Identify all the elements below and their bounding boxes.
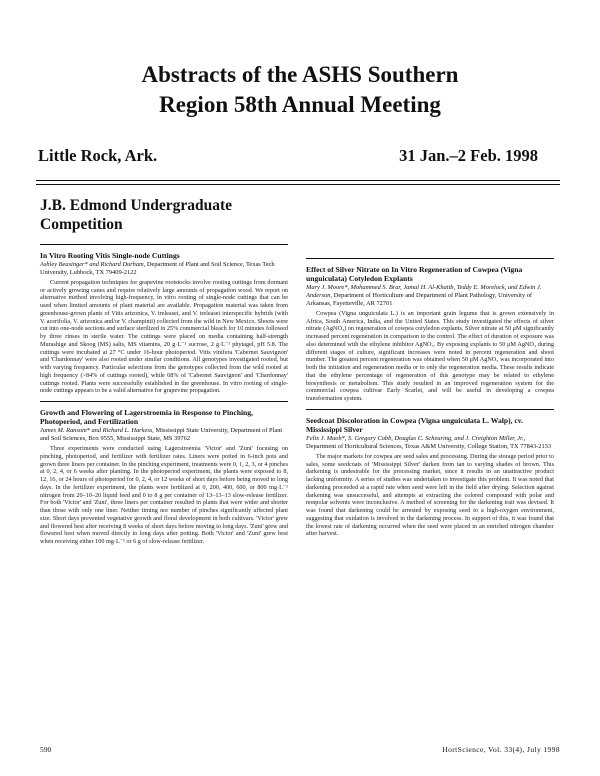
abstract-authors	[306, 284, 554, 307]
author-names: Felix J. Muoh*, S. Gregory Cobb, Douglas C. Scheuring, and J. Creighton Miller, Jr.,	[306, 435, 526, 443]
page-number: 590	[40, 745, 52, 754]
page-title-line2: Region 58th Annual Meeting	[159, 92, 441, 117]
abstract-divider	[306, 258, 554, 259]
author-names: James M. Ransom* and Richard L. Harkess,	[40, 427, 154, 435]
author-affiliation: Department of Plant and Soil Science, Texas Tech University, Lubbock, TX 79409-2122	[40, 261, 275, 276]
abstract-title: Growth and Flowering of Lagerstroemia in Response to Pinching, Photoperiod, and Fertilization	[40, 408, 253, 427]
abstract-body: Current propagation techniques for grapevine rootstocks involve rooting cuttings from dormant or actively growing canes and require relatively large amounts of propagation wood. We report on alternative method involving high-frequency, in vitro rooting of single-node cuttings that can be used when limited amounts of plant material are available. Propagation material was taken from greenhouse-grown plants of Vitis arizonica, V. treleasei, and V. treleasei interspecific hybrids (with V. acerifolia, V. arizonica and/or V. champinii) collected from the wild in New Mexico. Shoots were cut into one-node sections and surface sterilized in 25% commercial bleach for 10 minutes followed by three rinses in sterile water. The cuttings were placed on media containing half-strength Murashige and Skoog (MS) salts, MS vitamins, 20 g·L⁻¹ sucrose, 2 g·L⁻¹ phytagel, pH 5.8. The cuttings were incubated at 27 °C under 16-hour photoperiod. Vitis vinifera 'Cabernet Sauvignon' and 'Chardonnay' were also rooted under similar conditions. All genotypes investigated rooted, but with varying frequency. Particular selections from the genotypes collected from the wild rooted at high frequency (>84% of cuttings rooted), while 68% of 'Cabernet Sauvignon' and 'Chardonnay' cuttings rooted. Plants were successfully established in the greenhouse. In vitro rooting of single-node cuttings appears to be a valid alternative for grapevine propagation.	[40, 278, 288, 395]
author-names: Mary J. Moore*, Mohammed S. Brar, Jamal H. Al-Khatib, Teddy E. Morelock, and Edwin J. Anderson,	[306, 284, 542, 300]
meeting-dates: 31 Jan.–2 Feb. 1998	[399, 146, 538, 165]
abstract-3	[306, 265, 554, 403]
abstract-authors	[40, 427, 288, 443]
section-title: J.B. Edmond Undergraduate Competition	[40, 197, 233, 233]
author-names: Ashley Beasinger* and Richard Durham,	[40, 261, 146, 269]
abstract-title: Seedcoat Discoloration in Cowpea (Vigna unguiculata L. Walp), cv. Mississippi Silver	[306, 415, 524, 434]
author-affiliation: Department of Horticultural Sciences, Texas A&M University, College Station, TX 77843-2133	[306, 443, 552, 450]
abstract-title: Effect of Silver Nitrate on In Vitro Regeneration of Cowpea (Vigna unguiculata) Cotyledon Explants	[306, 265, 523, 284]
abstract-divider	[40, 401, 288, 402]
author-affiliation: Department of Horticulture and Department of Plant Pathology, University of Arkansas, Fayetteville, AR 72701	[306, 292, 533, 307]
header-rule-top	[36, 180, 560, 181]
abstract-body: Cowpea (Vigna unguiculata L.) is an important grain legume that is grown extensively in Africa, South America, India, and the United States. This study investigated the effects of silver nitrate (AgNO₃) on regeneration of cowpea cotyledon explants. Silver nitrate at 50 μM significantly increased percent regeneration in comparison to the control. The effect of duration of exposure was also determined with the ethylene inhibitor AgNO₃. By exposing explants to 50 μM AgNO₃ during different stages of culture, significant increases were noted in percent regeneration and shoot number. The greatest percent regeneration was obtained when 50 μM AgNO₃ was incorporated into both the initiation and regeneration media or to only the regeneration media. These results indicate that the ethylene percentage of regeneration of this genotype may be related to ethylene biosynthesis or metabolism. This study resulted in an improved regeneration system for the commercial cowpea cultivar Early Scarlet, and will be useful in developing a cowpea transformation system.	[306, 309, 554, 403]
author-affiliation: Mississippi State University, Department of Plant and Soil Sciences, Box 9555, Mississippi State, MS 39762	[40, 427, 283, 443]
abstract-title: In Vitro Rooting Vitis Single-node Cuttings	[40, 251, 180, 260]
abstract-divider	[306, 409, 554, 410]
abstract-body: The major markets for cowpea are seed sales and processing. During the storage period prior to sales, some seedcoats of 'Mississippi Silver' darken from tan to varying shades of brown. This darkening is undesirable for the processing market, since it results in an unattractive product lacking uniformity. A series of studies was undertaken to investigate this problem. It was noted that darkening proceeded at a rapid rate when seed were left in the field after drying. Selection against darkening was unsuccessful, and attempts at extracting the colored compound with polar and nonpolar solvents were inconclusive. A method of screening for the darkening trait was devised. It was found that darkening could be arrested by exposing seed to a high-oxygen environment, suggesting that oxidation is involved in the darkening process. In support of this, it was found that the lowest rate of darkening occurred when the seed were placed in an enriched nitrogen chamber after harvest.	[306, 452, 554, 538]
page-title-line1: Abstracts of the ASHS Southern	[141, 62, 459, 87]
meeting-location: Little Rock, Ark.	[38, 146, 158, 165]
abstract-2	[40, 408, 288, 563]
abstract-authors	[306, 435, 554, 451]
abstract-2-continued	[306, 190, 554, 252]
abstract-authors	[40, 261, 288, 277]
left-column	[40, 190, 288, 569]
right-column	[306, 190, 554, 544]
journal-citation: HortScience, Vol. 33(4), July 1998	[442, 745, 560, 754]
header-rule-bottom	[36, 184, 560, 185]
abstract-body: Three experiments were conducted using Lagerstroemia 'Victor' and 'Zuni' focusing on pinching, photoperiod, and fertilizer with fertilizer rates. Liners were potted in 6-inch pots and grown three liners per container. In the pinching experiment, treatments were 0, 1, 2, 3, or 4 pinches at 0, 2, 4, or 6 weeks after planting. In the photoperiod experiment, the plants were exposed to 8, 12, 16, or 24 hours of photoperiod for 0, 2, 4, or 12 weeks of short days before being moved to long days. In the fertilizer experiment, the plants were fertilized at 0, 200, 400, 600, or 800 mg·L⁻¹ nitrogen from 20–10–20 liquid feed and 0 to 8 g per container of 13–13–13 slow-release fertilizer. For both 'Victor' and 'Zuni', three liners per container resulted in plants that were wider and shorter than those with only one liner. Neither timing nor number of pinches significantly affected plant size. Short days prevented vegetative growth and floral development in both cultivars. 'Victor' grew and flowered best after receiving 8 weeks of short days before moving to long days. 'Zuni' grew and flowered best when moved directly to long days after potting. Both 'Victor' and 'Zuni' grew best when receiving either 100 mg·L⁻¹ or 6 g of slow-release fertilizer.	[40, 445, 288, 546]
abstract-4	[306, 416, 554, 538]
section-rule	[40, 244, 288, 245]
abstract-1	[40, 251, 288, 395]
